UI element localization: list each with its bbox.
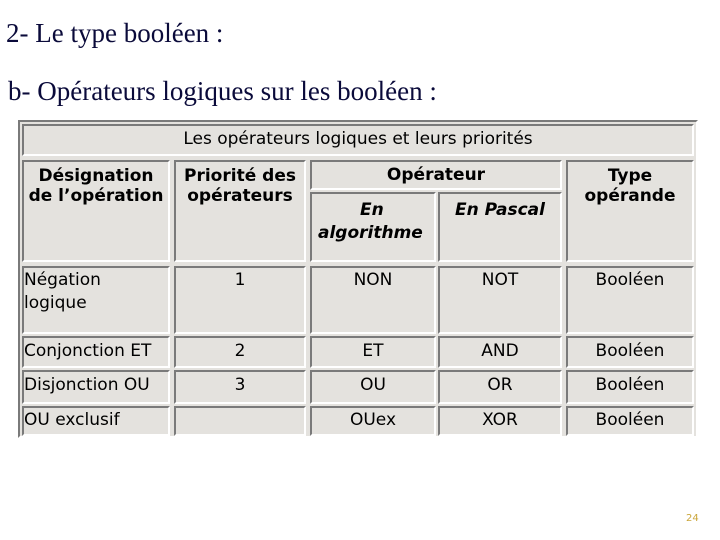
header-priority-line2: opérateurs <box>187 186 293 206</box>
row4-type: Booléen <box>595 410 665 430</box>
header-designation-cell <box>22 160 170 262</box>
row3-type-cell <box>566 370 694 404</box>
row1-designation-cell <box>22 266 170 334</box>
row3-designation-cell <box>22 370 170 404</box>
row3-pascal: OR <box>487 375 513 395</box>
header-designation-line1: Désignation <box>38 166 154 186</box>
row4-algo-cell <box>310 406 436 436</box>
operators-table <box>18 120 698 438</box>
row4-designation-cell <box>22 406 170 436</box>
row1-algo: NON <box>353 270 393 290</box>
row3-type: Booléen <box>595 375 665 395</box>
row1-priority: 1 <box>234 270 246 290</box>
row2-pascal: AND <box>481 341 519 361</box>
row2-designation: Conjonction ET <box>24 341 152 361</box>
header-operator: Opérateur <box>386 165 486 185</box>
table-caption-cell <box>22 124 694 156</box>
header-pascal: En Pascal <box>455 200 545 220</box>
row4-pascal-cell <box>438 406 562 436</box>
row2-designation-cell <box>22 336 170 368</box>
row4-type-cell <box>566 406 694 436</box>
row3-priority: 3 <box>234 375 246 395</box>
table-caption: Les opérateurs logiques et leurs priorités <box>183 129 533 149</box>
row2-algo-cell <box>310 336 436 368</box>
row2-priority-cell <box>174 336 306 368</box>
header-algo-cell <box>310 192 436 262</box>
row1-type: Booléen <box>595 270 665 290</box>
row3-algo: OU <box>360 375 386 395</box>
row2-type: Booléen <box>595 341 665 361</box>
row4-designation: OU exclusif <box>24 410 120 430</box>
row3-designation: Disjonction OU <box>24 375 150 395</box>
header-designation-line2: de l’opération <box>28 186 164 206</box>
row3-priority-cell <box>174 370 306 404</box>
header-pascal-cell <box>438 192 562 262</box>
row3-algo-cell <box>310 370 436 404</box>
row1-type-cell <box>566 266 694 334</box>
row2-pascal-cell <box>438 336 562 368</box>
page-number: 24 <box>686 513 699 524</box>
header-type-line1: Type <box>607 166 653 186</box>
row2-type-cell <box>566 336 694 368</box>
row1-designation-line1: Négation <box>24 270 101 290</box>
header-type-line2: opérande <box>584 186 676 206</box>
slide-title: 2- Le type booléen : <box>6 18 224 48</box>
row1-designation-line2: logique <box>24 293 87 313</box>
row4-priority-cell <box>174 406 306 436</box>
row1-pascal-cell <box>438 266 562 334</box>
row1-algo-cell <box>310 266 436 334</box>
header-algo-line2: algorithme <box>318 223 423 243</box>
row4-pascal: XOR <box>482 410 518 430</box>
header-priority-line1: Priorité des <box>184 166 296 186</box>
row2-priority: 2 <box>234 341 246 361</box>
header-operator-cell <box>310 160 562 190</box>
slide-subtitle: b- Opérateurs logiques sur les booléen : <box>8 76 437 106</box>
header-priority-cell <box>174 160 306 262</box>
header-type-cell <box>566 160 694 262</box>
row2-algo: ET <box>362 341 384 361</box>
header-algo-line1: En <box>360 200 384 220</box>
row4-algo: OUex <box>349 410 397 430</box>
row1-pascal: NOT <box>481 270 519 290</box>
row1-priority-cell <box>174 266 306 334</box>
row3-pascal-cell <box>438 370 562 404</box>
